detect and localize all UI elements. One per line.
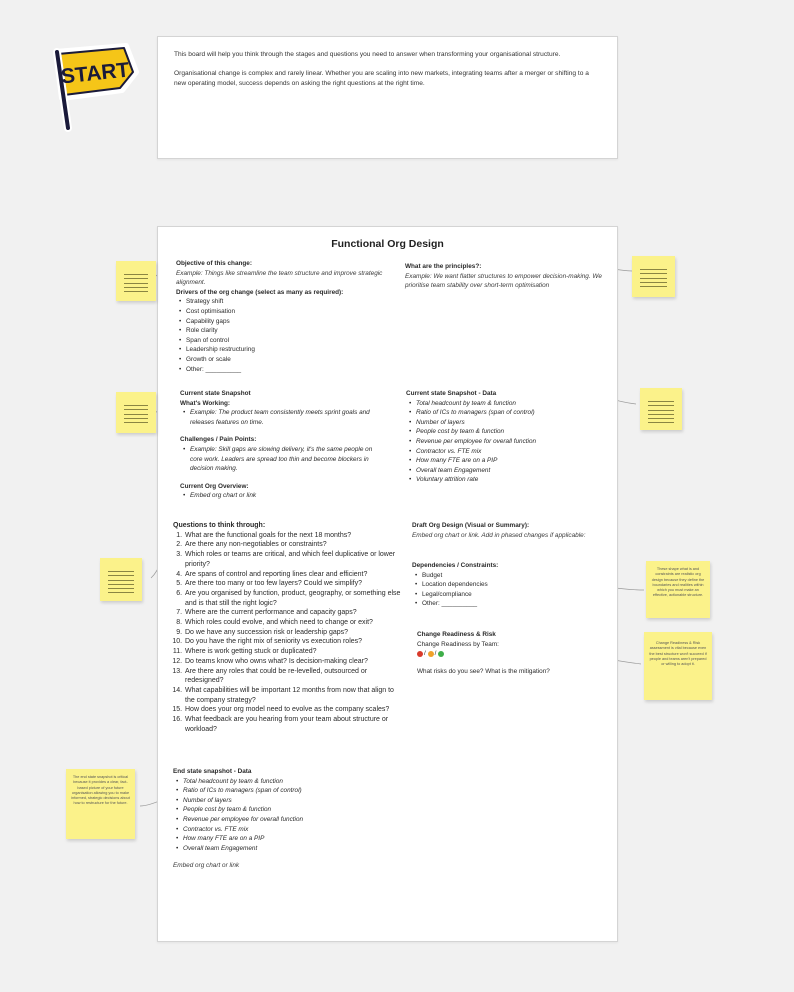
question-item: 13. Are there any roles that could be re-levelled, outsourced or redesigned? — [184, 667, 405, 686]
current-state-heading: Current state Snapshot — [180, 390, 251, 397]
readiness-heading: Change Readiness & Risk — [417, 631, 496, 638]
dependency-item: • Legal/compliance — [422, 590, 597, 600]
driver-item: • Capability gaps — [186, 317, 398, 327]
sticky-readiness-text: Change Readiness & Risk assessment is vital because even the best structure won't succeed if people and teams aren't prepared or willing to adopt it. — [649, 641, 707, 667]
principles-heading: What are the principles?: — [405, 263, 482, 270]
intro-paragraph-2: Organisational change is complex and rarely linear. Whether you are scaling into new markets, integrating teams after a merger or shifting to a new operating model, success depends on asking the right questions at the right time. — [174, 70, 589, 87]
end-state-item: • Total headcount by team & function — [183, 777, 373, 787]
current-data-item: • Contractor vs. FTE mix — [416, 447, 606, 457]
current-data-list — [406, 399, 606, 485]
end-state-item: • Contractor vs. FTE mix — [183, 825, 373, 835]
drivers-heading: Drivers of the org change (select as many as required): — [176, 288, 344, 296]
question-item: 4. Are spans of control and reporting lines clear and efficient? — [184, 570, 405, 580]
end-state-item: • Revenue per employee for overall function — [183, 815, 373, 825]
draft-org-section[interactable] — [412, 521, 597, 540]
question-item: 16. What feedback are you hearing from your team about structure or workload? — [184, 715, 405, 734]
start-label: START — [59, 58, 131, 89]
pain-points-heading: Challenges / Pain Points: — [180, 436, 257, 444]
current-data-item: • Total headcount by team & function — [416, 399, 606, 409]
question-item: 12. Do teams know who owns what? Is decision-making clear? — [184, 657, 405, 667]
question-item: 14. What capabilities will be important 12 months from now that align to the company strategy? — [184, 686, 405, 705]
question-item: 3. Which roles or teams are critical, and which feel duplicative or lower priority? — [184, 550, 405, 569]
principles-section[interactable] — [405, 262, 605, 291]
driver-item: • Role clarity — [186, 326, 398, 336]
draft-org-text: Embed org chart or link. Add in phased changes if applicable: — [412, 531, 586, 539]
sticky-dependencies-text: These shape what is and constraints are realistic org design because they define the boundaries and realities within which you must make an effective, actionable structure. — [651, 567, 705, 598]
sticky-note-current-data[interactable] — [640, 388, 682, 430]
dependencies-list — [412, 571, 597, 609]
question-item: 7. Where are the current performance and capacity gaps? — [184, 608, 405, 618]
driver-item: • Cost optimisation — [186, 307, 398, 317]
questions-list — [173, 531, 405, 735]
current-data-item: • How many FTE are on a PIP — [416, 456, 606, 466]
page-title: Functional Org Design — [331, 238, 444, 250]
readiness-subheading: Change Readiness by Team: — [417, 640, 499, 648]
end-state-item: • How many FTE are on a PIP — [183, 834, 373, 844]
current-data-item: • Voluntary attrition rate — [416, 475, 606, 485]
driver-item: • Span of control — [186, 336, 398, 346]
end-state-item: • People cost by team & function — [183, 805, 373, 815]
end-state-embed: Embed org chart or link — [173, 862, 240, 870]
dependency-item: • Location dependencies — [422, 580, 597, 590]
org-overview-item: • Embed org chart or link — [190, 491, 380, 501]
question-item: 1. What are the functional goals for the next 18 months? — [184, 531, 405, 541]
whats-working-heading: What's Working: — [180, 399, 231, 407]
questions-section[interactable] — [173, 521, 405, 734]
current-data-item: • People cost by team & function — [416, 427, 606, 437]
objective-heading: Objective of this change: — [176, 260, 252, 267]
dependency-item: • Budget — [422, 571, 597, 581]
question-item: 11. Where is work getting stuck or duplicated? — [184, 647, 405, 657]
end-state-item: • Ratio of ICs to managers (span of control) — [183, 786, 373, 796]
question-item: 8. Which roles could evolve, and which need to change or exit? — [184, 618, 405, 628]
end-state-list — [173, 777, 373, 854]
sticky-note-questions[interactable] — [100, 558, 142, 601]
question-item: 2. Are there any non-negotiables or constraints? — [184, 540, 405, 550]
intro-paragraph-1: This board will help you think through the stages and questions you need to answer when transforming your organisational structure. — [174, 51, 561, 58]
driver-item: • Strategy shift — [186, 297, 398, 307]
start-flag-sticker — [48, 42, 140, 132]
sticky-note-current-state[interactable] — [116, 392, 156, 433]
question-item: 5. Are there too many or too few layers? Could we simplify? — [184, 579, 405, 589]
end-state-item: • Number of layers — [183, 796, 373, 806]
sticky-note-principles[interactable] — [632, 256, 675, 297]
sticky-note-end-state[interactable] — [66, 769, 135, 839]
driver-item: • Growth or scale — [186, 355, 398, 365]
current-data-item: • Number of layers — [416, 418, 606, 428]
drivers-list — [176, 297, 398, 374]
current-state-section[interactable] — [180, 389, 380, 501]
current-data-item: • Overall team Engagement — [416, 466, 606, 476]
question-item: 10. Do you have the right mix of seniority vs execution roles? — [184, 637, 405, 647]
risk-question: What risks do you see? What is the mitigation? — [417, 667, 550, 675]
driver-item: • Leadership restructuring — [186, 345, 398, 355]
sticky-note-dependencies[interactable] — [646, 561, 710, 618]
principles-example: Example: We want flatter structures to empower decision-making. We prioritise team stability over short-term optimisation — [405, 272, 602, 290]
current-data-item: • Revenue per employee for overall function — [416, 437, 606, 447]
dependencies-heading: Dependencies / Constraints: — [412, 562, 499, 569]
current-data-section[interactable] — [406, 389, 606, 485]
readiness-rating-dots[interactable]: / / — [417, 649, 602, 659]
sticky-end-state-text: The end state snapshot is critical because it provides a clear, fact-based picture of your future organisation allowing you to make informed, strategic decisions about how to restructure for the future. — [71, 775, 130, 806]
driver-item: • Other: __________ — [186, 365, 398, 375]
whats-working-example: • Example: The product team consistently meets sprint goals and releases features on time. — [190, 408, 380, 427]
question-item: 9. Do we have any succession risk or leadership gaps? — [184, 628, 405, 638]
intro-card[interactable] — [157, 36, 618, 159]
sticky-note-readiness[interactable] — [644, 632, 712, 700]
end-state-item: • Overall team Engagement — [183, 844, 373, 854]
end-state-section[interactable] — [173, 767, 373, 871]
draft-org-heading: Draft Org Design (Visual or Summary): — [412, 522, 530, 529]
functional-org-design-card[interactable] — [157, 226, 618, 942]
pain-points-example: • Example: Skill gaps are slowing delivery, it's the same people on core work. Leaders are spread too thin and become blockers in decision making. — [190, 445, 380, 474]
questions-heading: Questions to think through: — [173, 522, 266, 529]
question-item: 15. How does your org model need to evolve as the company scales? — [184, 705, 405, 715]
org-overview-heading: Current Org Overview: — [180, 482, 249, 490]
end-state-heading: End state snapshot - Data — [173, 768, 252, 775]
green-dot — [438, 651, 444, 657]
red-dot — [417, 651, 423, 657]
amber-dot — [428, 651, 434, 657]
readiness-section[interactable] — [417, 630, 602, 676]
objective-example: Example: Things like streamline the team structure and improve strategic alignment. — [176, 269, 383, 287]
dependencies-section[interactable] — [412, 561, 597, 609]
objective-section[interactable] — [176, 259, 398, 374]
question-item: 6. Are you organised by function, product, geography, or something else and is that still the right logic? — [184, 589, 405, 608]
sticky-note-objective[interactable] — [116, 261, 156, 301]
dependency-item: • Other: __________ — [422, 599, 597, 609]
current-data-item: • Ratio of ICs to managers (span of control) — [416, 408, 606, 418]
current-data-heading: Current state Snapshot - Data — [406, 390, 497, 397]
